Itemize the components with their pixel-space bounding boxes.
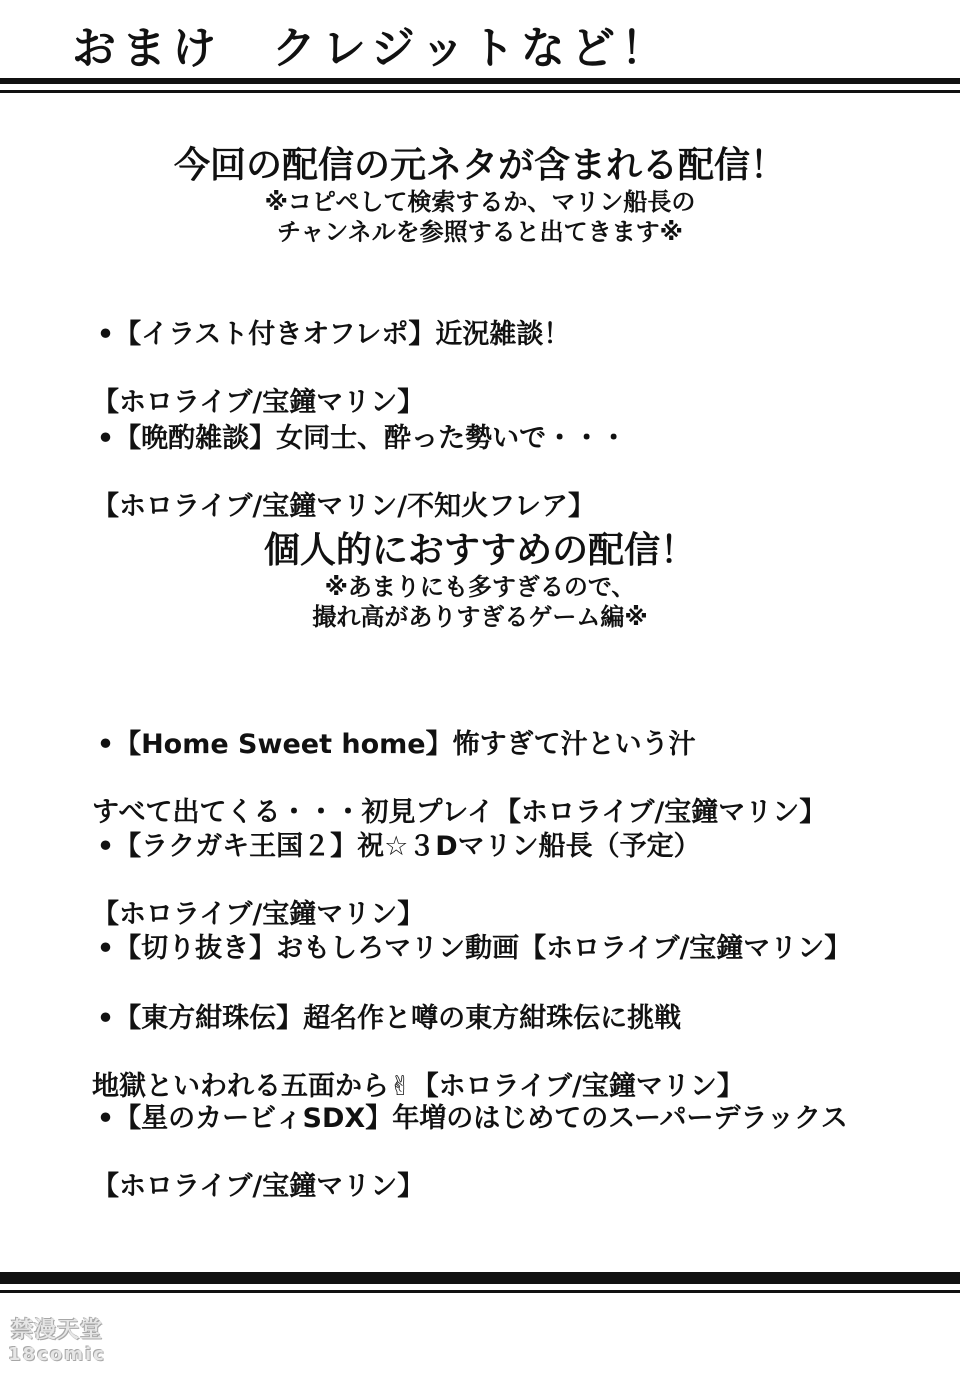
list-item — [78, 898, 851, 966]
list-item — [78, 1068, 848, 1238]
section-note-line: チャンネルを参照すると出てきます※ — [277, 218, 683, 246]
section-note-line: ※コピペして検索するか、マリン船長の — [264, 188, 696, 216]
page-title: おまけ クレジットなど！ — [72, 23, 671, 74]
list-item-subtitle: 【ホロライブ/宝鐘マリン】 — [92, 899, 425, 930]
watermark-subtext: 18comic — [8, 1344, 106, 1365]
list-item-title: •【Home Sweet home】怖すぎて汁という汁 — [96, 729, 696, 760]
list-item-subtitle: すべて出てくる・・・初見プレイ【ホロライブ/宝鐘マリン】 — [92, 797, 827, 828]
list-item-title: •【イラスト付きオフレポ】近況雑談！ — [96, 319, 571, 350]
list-item-subtitle: 【ホロライブ/宝鐘マリン】 — [92, 1171, 425, 1202]
section-original-streams — [0, 145, 960, 247]
list-item-subtitle: 【ホロライブ/宝鐘マリン】 — [92, 387, 425, 418]
header-bar — [0, 0, 960, 84]
section-note-line: ※あまりにも多すぎるので、 — [324, 573, 636, 601]
list-item-subtitle: 【ホロライブ/宝鐘マリン/不知火フレア】 — [92, 491, 596, 522]
footer-bar — [0, 1272, 960, 1284]
header-divider — [0, 90, 960, 93]
list-item-title: •【晩酌雑談】女同士、酔った勢いで・・・ — [96, 423, 628, 454]
section-heading: 個人的におすすめの配信！ — [263, 530, 697, 571]
footer-divider — [0, 1290, 960, 1293]
list-item-subtitle: 地獄といわれる五面から✌【ホロライブ/宝鐘マリン】 — [92, 1071, 744, 1102]
section-note-line: 撮れ高がありすぎるゲーム編※ — [312, 603, 648, 631]
list-item-title: •【切り抜き】おもしろマリン動画【ホロライブ/宝鐘マリン】 — [96, 933, 852, 964]
list-item-title: •【星のカービィSDX】年増のはじめてのスーパーデラックス — [96, 1103, 848, 1134]
section-heading: 今回の配信の元ネタが含まれる配信！ — [173, 145, 786, 186]
list-item-title: •【ラクガキ王国２】祝☆３Dマリン船長（予定） — [96, 831, 701, 862]
watermark-logo — [2, 1318, 112, 1374]
watermark-text: 禁漫天堂 — [10, 1318, 103, 1343]
list-item-title: •【東方紺珠伝】超名作と噂の東方紺珠伝に挑戦 — [96, 1003, 682, 1034]
section-recommended-streams — [0, 530, 960, 632]
